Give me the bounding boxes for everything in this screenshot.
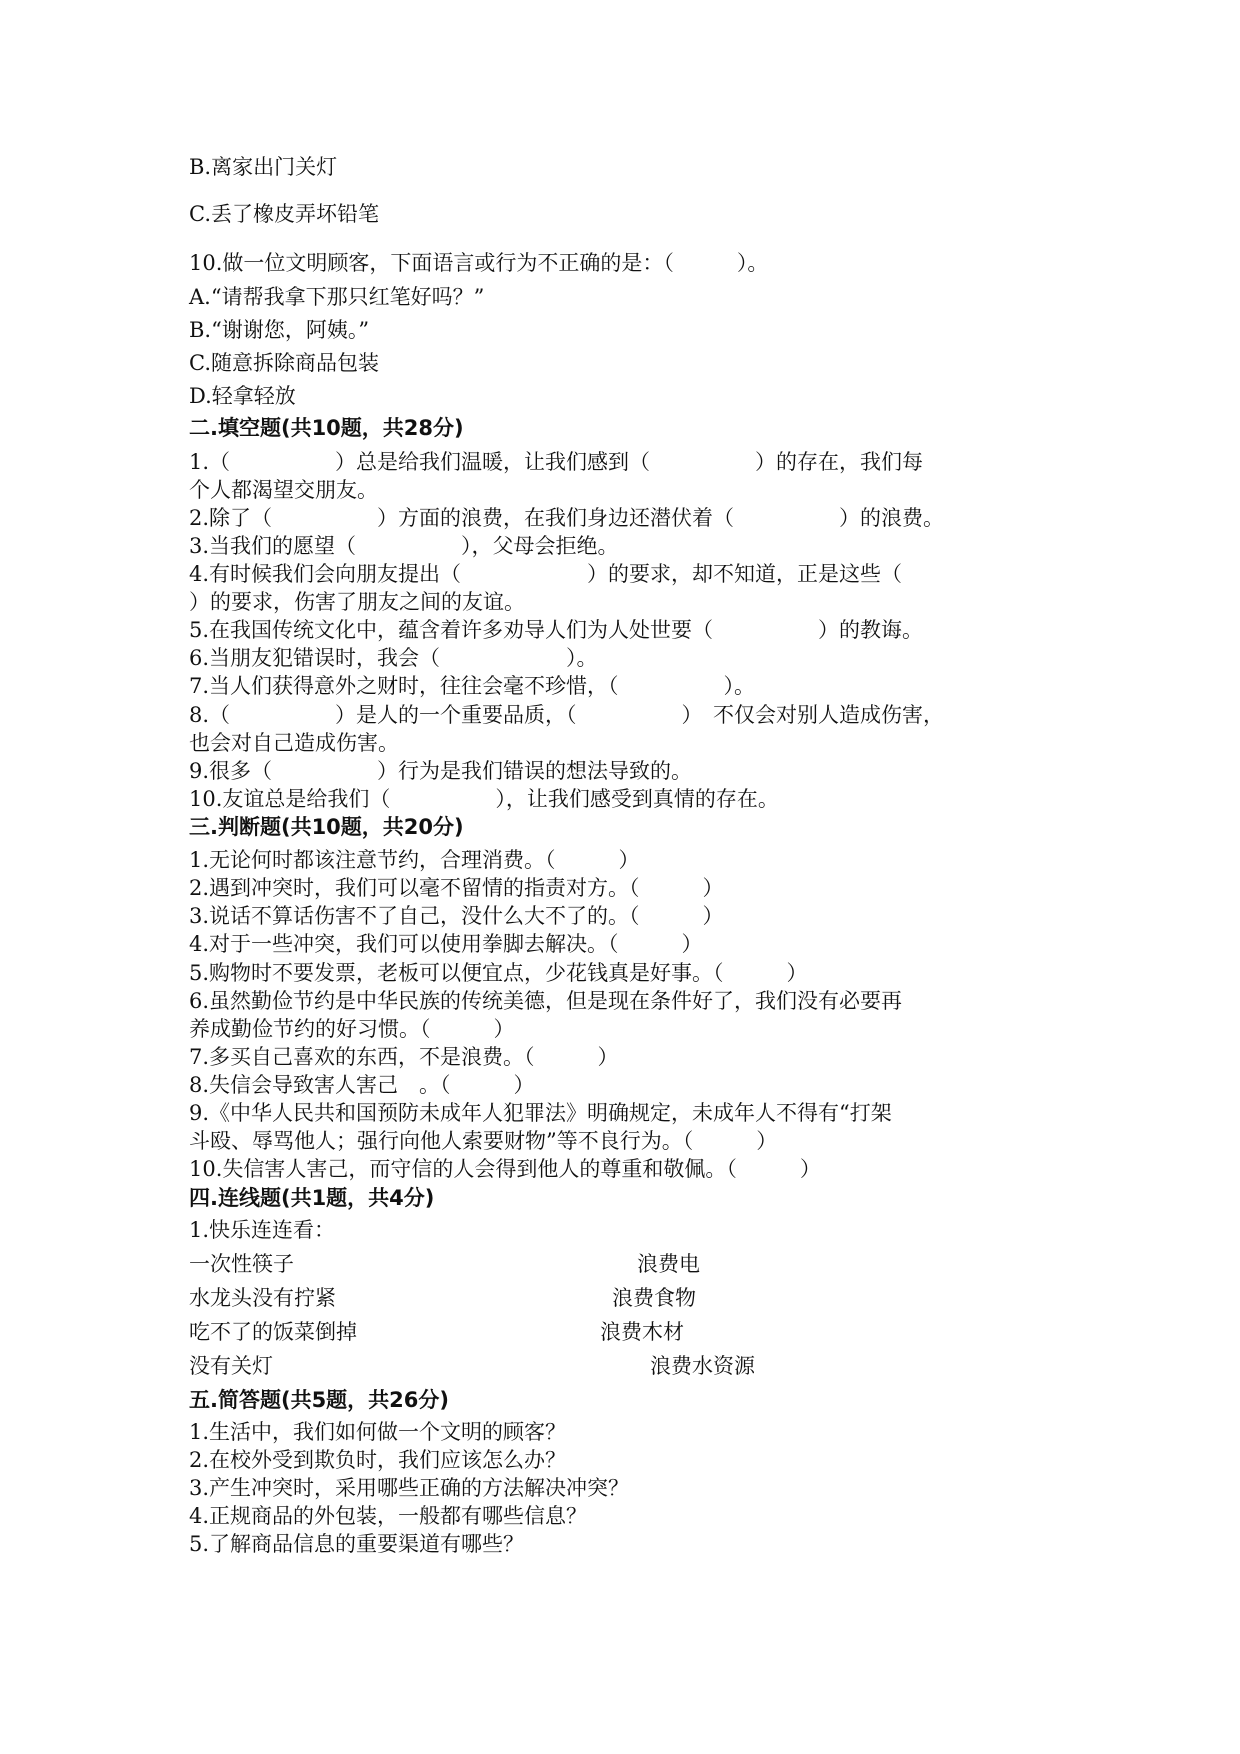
option-c-prev: C.丢了橡皮弄坏铅笔 [189,202,379,226]
fill-line: ）的要求，伤害了朋友之间的友谊。 [189,590,525,614]
question-10-option-a: A.“请帮我拿下那只红笔好吗？” [189,285,485,309]
fill-line: 4.有时候我们会向朋友提出（ ）的要求，却不知道，正是这些（ [189,562,903,586]
matching-question: 1.快乐连连看： [189,1218,336,1242]
question-10-option-c: C.随意拆除商品包装 [189,351,379,375]
judge-line: 养成勤俭节约的好习惯。（ ） [189,1017,515,1041]
section-3-heading: 三.判断题(共10题，共20分) [189,815,464,839]
judge-line: 6.虽然勤俭节约是中华民族的传统美德，但是现在条件好了，我们没有必要再 [189,989,903,1013]
fill-line: 6.当朋友犯错误时，我会（ ）。 [189,646,598,670]
short-answer-line: 3.产生冲突时，采用哪些正确的方法解决冲突？ [189,1476,630,1500]
fill-line: 3.当我们的愿望（ ），父母会拒绝。 [189,534,619,558]
judge-line: 斗殴、辱骂他人；强行向他人索要财物”等不良行为。（ ） [189,1129,778,1153]
question-10-stem: 10.做一位文明顾客，下面语言或行为不正确的是：（ ）。 [189,251,769,275]
judge-line: 4.对于一些冲突，我们可以使用拳脚去解决。（ ） [189,932,703,956]
judge-line: 5.购物时不要发票，老板可以便宜点，少花钱真是好事。（ ） [189,961,808,985]
judge-line: 7.多买自己喜欢的东西，不是浪费。（ ） [189,1045,619,1069]
match-left-item: 水龙头没有拧紧 [189,1286,336,1310]
match-left-item: 没有关灯 [189,1354,273,1378]
fill-line: 2.除了（ ）方面的浪费，在我们身边还潜伏着（ ）的浪费。 [189,506,945,530]
fill-line: 10.友谊总是给我们（ ），让我们感受到真情的存在。 [189,787,779,811]
short-answer-line: 2.在校外受到欺负时，我们应该怎么办？ [189,1448,567,1472]
match-left-item: 一次性筷子 [189,1252,294,1276]
short-answer-line: 1.生活中，我们如何做一个文明的顾客？ [189,1420,567,1444]
fill-line: 5.在我国传统文化中，蕴含着许多劝导人们为人处世要（ ）的教诲。 [189,618,924,642]
fill-line: 也会对自己造成伤害。 [189,731,399,755]
fill-line: 8.（ ）是人的一个重要品质，（ ） 不仅会对别人造成伤害， [189,703,945,727]
fill-line: 个人都渴望交朋友。 [189,478,378,502]
judge-line: 10.失信害人害己，而守信的人会得到他人的尊重和敬佩。（ ） [189,1157,821,1181]
short-answer-line: 5.了解商品信息的重要渠道有哪些？ [189,1532,525,1556]
fill-line: 9.很多（ ）行为是我们错误的想法导致的。 [189,759,693,783]
short-answer-line: 4.正规商品的外包装，一般都有哪些信息？ [189,1504,588,1528]
section-4-heading: 四.连线题(共1题，共4分) [189,1186,435,1210]
option-b-prev: B.离家出门关灯 [189,155,338,179]
judge-line: 2.遇到冲突时，我们可以毫不留情的指责对方。（ ） [189,876,724,900]
section-2-heading: 二.填空题(共10题，共28分) [189,416,464,440]
match-right-item: 浪费水资源 [650,1354,755,1378]
fill-line: 1.（ ）总是给我们温暖，让我们感到（ ）的存在，我们每 [189,450,924,474]
judge-line: 1.无论何时都该注意节约，合理消费。（ ） [189,848,640,872]
question-10-option-b: B.“谢谢您，阿姨。” [189,318,370,342]
judge-line: 3.说话不算话伤害不了自己，没什么大不了的。（ ） [189,904,724,928]
match-right-item: 浪费木材 [600,1320,684,1344]
match-right-item: 浪费食物 [612,1286,696,1310]
judge-line: 8.失信会导致害人害己 。（ ） [189,1073,535,1097]
match-right-item: 浪费电 [637,1252,700,1276]
judge-line: 9.《中华人民共和国预防未成年人犯罪法》明确规定，未成年人不得有“打架 [189,1101,892,1125]
question-10-option-d: D.轻拿轻放 [189,384,296,408]
fill-line: 7.当人们获得意外之财时，往往会毫不珍惜，（ ）。 [189,674,756,698]
match-left-item: 吃不了的饭菜倒掉 [189,1320,357,1344]
section-5-heading: 五.简答题(共5题，共26分) [189,1388,450,1412]
